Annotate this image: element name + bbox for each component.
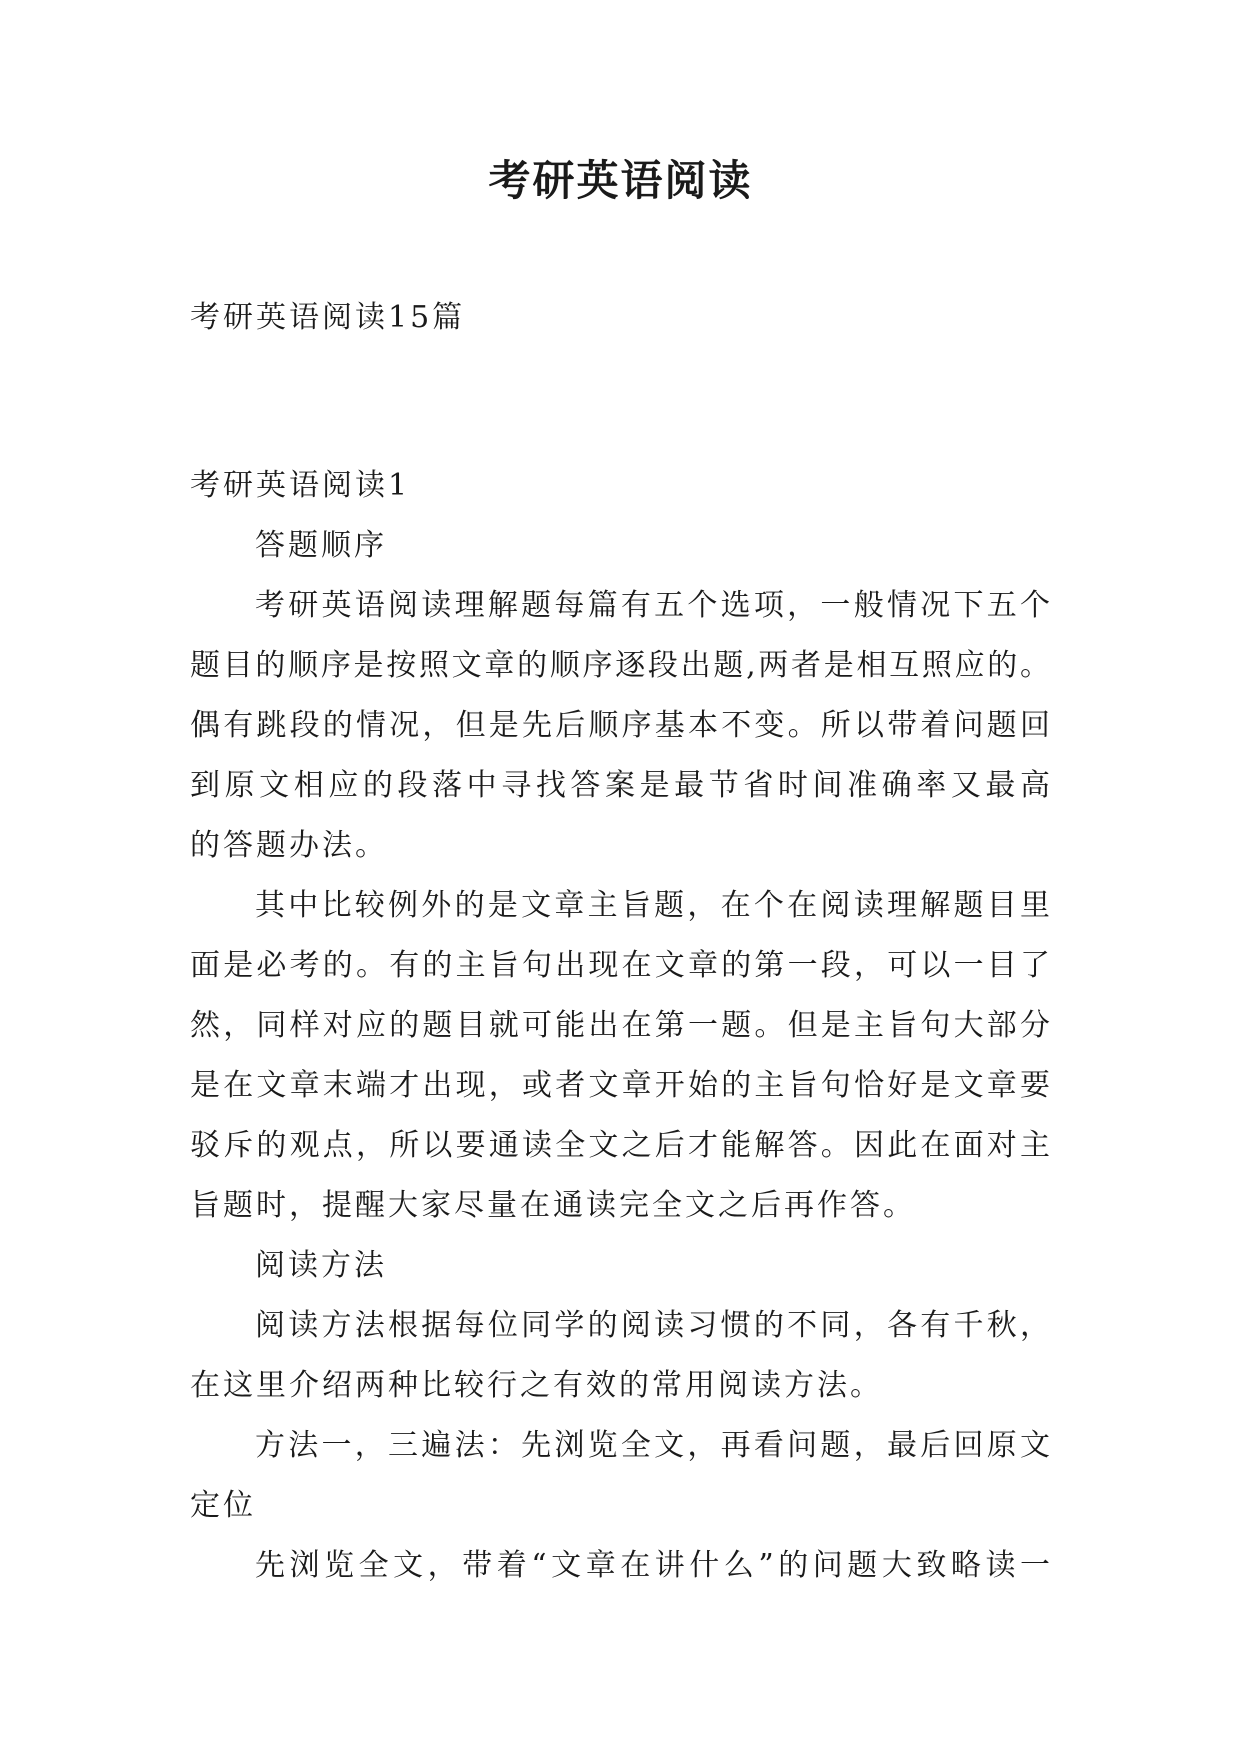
paragraph-line: 题目的顺序是按照文章的顺序逐段出题,两者是相互照应的。	[190, 648, 1050, 683]
paragraph-line: 先浏览全文，带着“文章在讲什么”的问题大致略读一	[255, 1548, 1050, 1583]
paragraph-line: 在这里介绍两种比较行之有效的常用阅读方法。	[190, 1368, 883, 1403]
document-subtitle: 考研英语阅读15篇	[190, 300, 466, 335]
paragraph-line: 到原文相应的段落中寻找答案是最节省时间准确率又最高	[190, 768, 1050, 803]
paragraph-line: 驳斥的观点，所以要通读全文之后才能解答。因此在面对主	[190, 1128, 1050, 1163]
paragraph-line: 是在文章末端才出现，或者文章开始的主旨句恰好是文章要	[190, 1068, 1050, 1103]
paragraph-line: 考研英语阅读理解题每篇有五个选项，一般情况下五个	[255, 588, 1050, 623]
paragraph-line: 然，同样对应的题目就可能出在第一题。但是主旨句大部分	[190, 1008, 1050, 1043]
paragraph-line: 旨题时，提醒大家尽量在通读完全文之后再作答。	[190, 1188, 916, 1223]
paragraph-line: 面是必考的。有的主旨句出现在文章的第一段，可以一目了	[190, 948, 1050, 983]
paragraph-line: 定位	[190, 1488, 256, 1523]
section-heading: 考研英语阅读1	[190, 468, 411, 503]
paragraph-line: 阅读方法根据每位同学的阅读习惯的不同，各有千秋，	[255, 1308, 1050, 1343]
document-title: 考研英语阅读	[488, 156, 753, 205]
paragraph-line: 偶有跳段的情况，但是先后顺序基本不变。所以带着问题回	[190, 708, 1050, 743]
subheading-reading-method: 阅读方法	[255, 1248, 387, 1283]
subheading-answer-order: 答题顺序	[255, 528, 387, 563]
paragraph-line: 方法一，三遍法：先浏览全文，再看问题，最后回原文	[255, 1428, 1050, 1463]
paragraph-line: 其中比较例外的是文章主旨题，在个在阅读理解题目里	[255, 888, 1050, 923]
paragraph-line: 的答题办法。	[190, 828, 388, 863]
